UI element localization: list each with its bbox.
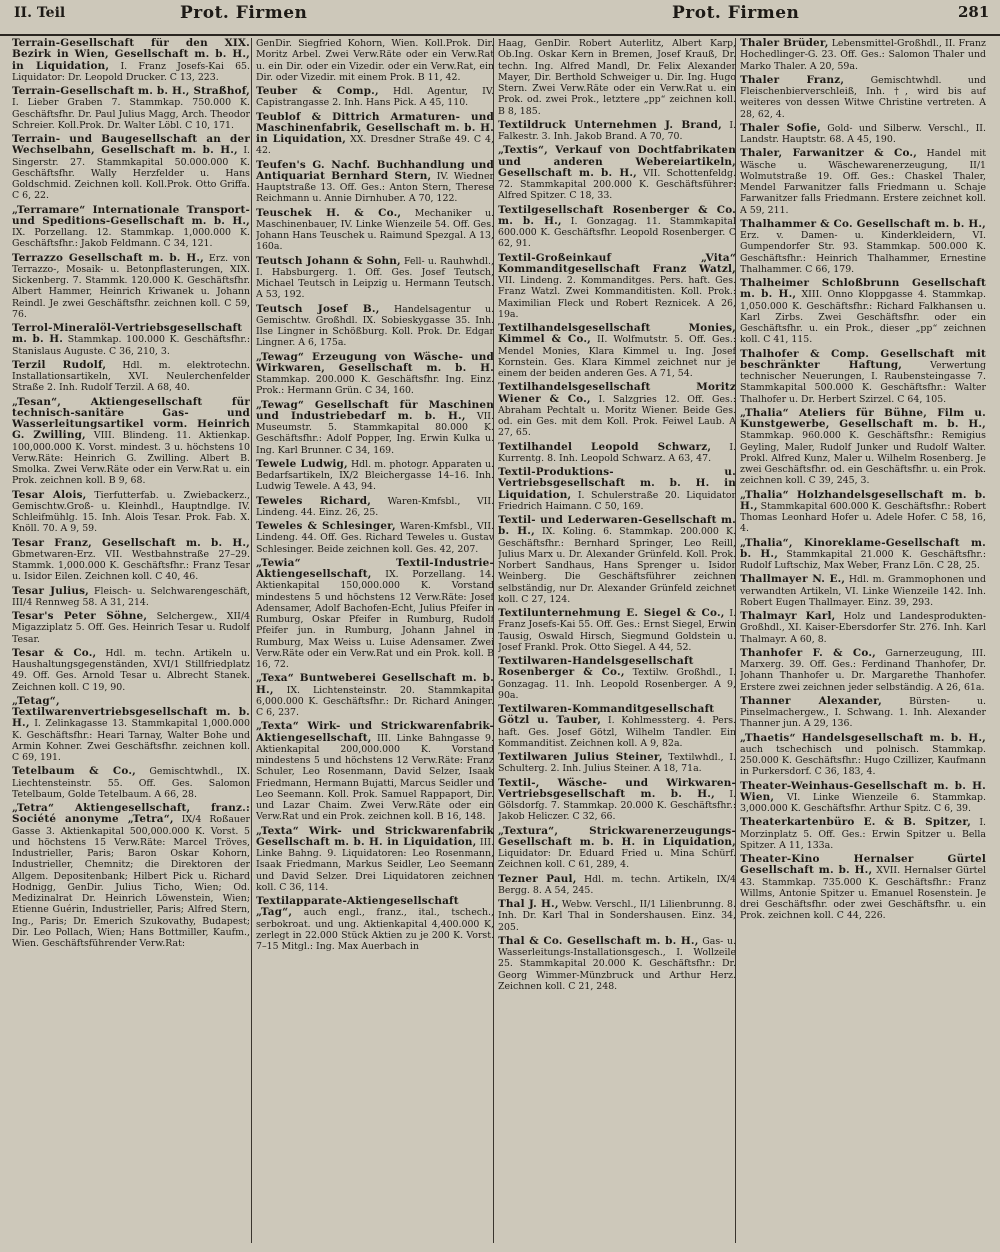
- directory-entry: [740, 648, 986, 693]
- directory-entry: [256, 208, 494, 253]
- directory-entry: [740, 817, 986, 851]
- entry-details: VII. Lindeng. 2. Kommanditges. Pers. haft. Ges. Franz Watzl. Zwei Kommanditisten. Koll. Prok.: Maximilian Fleck und Robert Reznicek. A 26, 19a.: [498, 275, 736, 320]
- firm-name: „Texta“ Wirk- und Strickwarenfabrik-Aktiengesellschaft,: [256, 720, 494, 744]
- entry-details: Gemischtwhdl. und Fleischenbierverschleiß, Inh. †, wird bis auf weiteres von dessen Witwe Christine vertreten. A 28, 62, 4.: [740, 74, 986, 120]
- section-label: II. Teil: [14, 5, 66, 21]
- directory-entry: [256, 558, 494, 671]
- entry-details: I. Morzinplatz 5. Off. Ges.: Erwin Spitzer u. Bella Spitzer. A 11, 133a.: [740, 817, 986, 851]
- entry-details: Hdl. m. Grammophonen und verwandten Artikeln, VI. Linke Wienzeile 142. Inh. Robert Eugen Thallmayer. Einz. 39, 293.: [740, 574, 986, 608]
- firm-name: Tewele Ludwig,: [256, 457, 348, 470]
- entry-details: Fleisch- u. Selchwarengeschäft, III/4 Rennweg 58. A 31, 214.: [12, 585, 250, 608]
- firm-name: „Tetag“, Textilwarenvertriebsgesellschaft m. b. H.,: [12, 694, 250, 730]
- entry-details: Handelsagentur u. Gemischtw. Großhdl. IX. Sobieskygasse 35. Inh. Ilse Lingner in Schößburg. Koll. Prok. Dr. Edgar Lingner. A 6, 175a.: [256, 303, 494, 349]
- entry-details: VI. Linke Wienzeile 6. Stammkap. 3,000.000 K. Geschäftsfhr. Arthur Spitz. C 6, 39.: [740, 791, 986, 814]
- directory-entry: [12, 323, 250, 357]
- firm-name: Thaler Brüder,: [740, 38, 829, 49]
- directory-entry: [12, 538, 250, 583]
- entry-details: I. Franz Josefs-Kai 55. Off. Ges.: Ernst Siegel, Erwin Tausig, Oswald Hirsch, Siegmund Goldstein u. Josef Frankl. Prok. Otto Siegel. A 44, 52.: [498, 608, 736, 653]
- directory-entry: [498, 704, 736, 749]
- entry-details: I. Gölsdorfg. 7. Stammkap. 20.000 K. Geschäftsfhr.: Jakob Heliczer. C 32, 66.: [498, 788, 736, 823]
- entry-details: VIII. Blindeng. 11. Aktienkap. 100,000.000 K. Vorst. mindest. 3 u. höchstens 10 Verw.Räte: Heinrich G. Zwilling. Albert B. Smolka. Zwei Verw.Räte oder ein Verw.Rat u. ein Prok. zeichnen koll. B 9, 68.: [12, 430, 250, 487]
- firm-name: „Terramare“ Internationale Transport- und Speditions-Gesellschaft m. b. H.,: [12, 203, 250, 227]
- firm-name: Terrain-Gesellschaft für den XIX. Bezirk in Wien, Gesellschaft m. b. H., in Liquidation,: [12, 38, 250, 72]
- firm-name: Thaler, Farwanitzer & Co.,: [740, 147, 918, 160]
- directory-entry: [12, 253, 250, 321]
- firm-name: „Tetra“ Aktiengesellschaft, franz.: Société anonyme „Tetra“,: [12, 802, 250, 826]
- directory-entry: [256, 304, 494, 349]
- firm-name: Theater-Weinhaus-Gesellschaft m. b. H. Wien,: [740, 779, 986, 803]
- entry-details: Fell- u. Rauhwhdl., I. Habsburgerg. 1. Off. Ges. Josef Teutsch, Michael Teutsch in Leipzig u. Hermann Teutsch. A 53, 192.: [256, 255, 494, 301]
- entry-details: I. Zelinkagasse 13. Stammkapital 1,000.000 K. Geschäftsfhr.: Heari Tarnay, Walter Bohe und Armin Kohner. Zwei Geschäftsfhr. zeichnen koll. C 69, 191.: [12, 718, 250, 763]
- firm-name: Terrain- und Baugesellschaft an der Wechselbahn, Gesellschaft m. b. H.,: [12, 133, 250, 157]
- firm-name: Thalhammer & Co. Gesellschaft m. b. H.,: [740, 217, 986, 230]
- directory-entry: [740, 490, 986, 535]
- entry-details: Gold- und Silberw. Verschl., II. Landstr. Hauptstr. 68. A 45, 190.: [740, 122, 986, 145]
- page-header: [0, 0, 1000, 36]
- directory-entry: [498, 120, 736, 143]
- entry-details: Handel mit Wäsche u. Wäschewarenerzeugung, II/1 Wolmutstraße 19. Off. Ges.: Chaskel Thaler, Mendel Farwanitzer falls Friedmann u. Schaje Farwanitzer falls Friedmann. Erstere zeichnet koll. A 59, 211.: [740, 148, 986, 216]
- entry-details: II. Wolfmutstr. 5. Off. Ges.: Mendel Monies, Klara Kimmel u. Ing. Josef Kornstein. Ges. Klara Kimmel zeichnet nur je einem der beiden anderen Ges. A 71, 54.: [498, 334, 736, 379]
- firm-name: Textil-Produktions- u. Vertriebsgesellschaft m. b. H. in Liquidation,: [498, 466, 736, 501]
- entry-details: Selchergew., XII/4 Migazziplatz 5. Off. Ges. Heinrich Tesar u. Rudolf Tesar.: [12, 611, 250, 645]
- firm-name: Thalmayr Karl,: [740, 610, 836, 622]
- entry-details: Textilw. Großhdl., I. Gonzagag. 11. Inh. Leopold Rosenberger. A 9, 90a.: [498, 667, 736, 701]
- firm-name: Tesar's Peter Söhne,: [12, 610, 148, 622]
- firm-name: Textilwaren-Kommanditgesellschaft Götzl u. Tauber,: [498, 703, 715, 727]
- directory-entry: [12, 586, 250, 609]
- directory-entry: [498, 323, 736, 379]
- entry-details: Lebensmittel-Großhdl., II. Franz Hochedlinger-G. 23. Off. Ges.: Salomon Thaler und Marko Thaler. A 20, 59a.: [740, 38, 986, 72]
- directory-entry: [498, 515, 736, 605]
- firm-name: „Textura“, Strickwarenerzeugungs-Gesellschaft m. b. H. in Liquidation,: [498, 824, 736, 848]
- firm-name: Thallmayer N. E.,: [740, 573, 846, 586]
- directory-entry: [498, 874, 736, 897]
- directory-entry: [498, 778, 736, 823]
- directory-entry: [740, 781, 986, 815]
- directory-entry: [12, 803, 250, 949]
- entry-details: XVII. Hernalser Gürtel 43. Stammkap. 735.000 K. Geschäftsfhr.: Franz Willms, Antonie Spitzer u. Emanuel Rosenstein. Je drei Geschäftsfhr. oder zwei Geschäftsfhr. u. ein Prok. zeichnen koll. C 44, 226.: [740, 865, 986, 922]
- directory-entry: [498, 442, 736, 465]
- entry-details: GenDir. Siegfried Kohorn, Wien. Koll.Prok. Dir. Moritz Arbel. Zwei Verw.Räte oder ein Verw.Rat u. ein Dir. oder ein Vizedir. oder ein Verw.Rat, ein Dir. oder Vizedir. mit einem Prok. B 11, 42.: [256, 38, 494, 83]
- firm-name: „Tesan“, Aktiengesellschaft für technisch-sanitäre Gas- und Wasserleitungsartikel vorm. Heinrich G. Zwilling,: [12, 395, 250, 442]
- firm-name: Theaterkartenbüro E. & B. Spitzer,: [740, 816, 972, 829]
- directory-entry: [256, 86, 494, 109]
- directory-entry: [256, 352, 494, 397]
- directory-entry: [498, 656, 736, 701]
- directory-entry: [256, 256, 494, 301]
- firm-name: Terrazzo Gesellschaft m. b. H.,: [12, 251, 204, 264]
- directory-entry: [498, 145, 736, 201]
- firm-name: „Tewag“ Erzeugung von Wäsche- und Wirkwaren, Gesellschaft m. b. H.: [256, 350, 494, 374]
- entry-details: Gemischtwhdl., IX. Liechtensteinstr. 55. Off. Ges. Salomon Tetelbaum, Golde Tetelbaum. A 66, 28.: [12, 766, 250, 800]
- directory-entry: [12, 490, 250, 535]
- directory-entry: [740, 278, 986, 346]
- firm-name: Theater-Kino Hernalser Gürtel Gesellschaft m. b. H.,: [740, 853, 986, 877]
- firm-name: „Texta“ Wirk- und Strickwarenfabrik Gesellschaft m. b. H. in Liquidation,: [256, 824, 494, 848]
- entry-details: IX/4 Roßauer Gasse 3. Aktienkapital 500,000.000 K. Vorst. 5 und höchstens 15 Verw.Räte: Marcel Tröves, Industrieller, Paris; Baron Oskar Kohorn, Industrieller, Chemnitz; die Direktoren der Allgem. Depositenbank; Hilbert Pick u. Richard Hodnigg, GenDir. Julius Ticho, Wien; Od. Medizinalrat Dr. Heinrich Löwenstein, Wien; Etienne Guérin, Industrieller, Paris; Alfred Stern, Ing., Paris; Dr. Emerich Szukovathy, Budapest; Dir. Leo Pollach, Wien; Hans Bottmiller, Kaufm., Wien. Geschäftsführender Verw.Rat:: [12, 814, 250, 949]
- firm-name: Textilgesellschaft Rosenberger & Co. m. b. H.,: [498, 203, 736, 227]
- firm-name: Terrain-Gesellschaft m. b. H., Straßhof,: [12, 85, 250, 97]
- page-number: 281: [958, 3, 990, 21]
- firm-name: Terzil Rudolf,: [12, 358, 107, 371]
- firm-name: Tetelbaum & Co.,: [12, 765, 136, 778]
- entry-details: Stammkapital 600.000 K. Geschäftsfhr.: Robert Thomas Leonhard Hofer u. Adele Hofer. C 58, 16, 4.: [740, 500, 986, 535]
- running-title-right: Prot. Firmen: [672, 3, 800, 23]
- directory-entry: [256, 721, 494, 822]
- directory-entry: [740, 75, 986, 120]
- entry-details: Hdl. m. elektrotechn. Installationsartikeln, XVI. Neulerchenfelder Straße 2. Inh. Rudolf Terzil. A 68, 40.: [12, 359, 250, 394]
- entry-details: XX. Dresdner Straße 49. C 4, 42.: [256, 134, 494, 157]
- directory-entry: [498, 752, 736, 775]
- firm-name: Tezner Paul,: [498, 872, 577, 885]
- entry-details: I. Kurrentg. 8. Inh. Leopold Schwarz. A 63, 47.: [498, 441, 736, 464]
- firm-name: Textil-Großeinkauf „Vita“ Kommanditgesellschaft Franz Watzl,: [498, 251, 736, 275]
- firm-name: Textilhandelsgesellschaft Monies, Kimmel & Co.,: [498, 322, 736, 346]
- directory-entry: [256, 38, 494, 83]
- entry-details: Tierfutterfab. u. Zwiebackerz., Gemischtw.Groß- u. Kleinhdl., Hauptndlge. IV. Schleifmühlg. 15. Inh. Alois Tesar. Prok. Fab. X. Knöll. 70. A 9, 59.: [12, 489, 250, 535]
- running-title-left: Prot. Firmen: [180, 3, 308, 23]
- entry-details: Webw. Verschl., II/1 Lilienbrunng. 8. Inh. Dr. Karl Thal in Sondershausen. Einz. 34, 205.: [498, 899, 736, 933]
- directory-entry: [740, 696, 986, 730]
- firm-name: Teutsch Johann & Sohn,: [256, 254, 401, 267]
- directory-entry: [12, 86, 250, 131]
- entry-details: I. Lieber Graben 7. Stammkap. 750.000 K. Geschäftsfhr. Dr. Paul Julius Magg, Arch. Theodor Schreier. Koll.Prok. Dr. Walter Löbl. C 10, 171.: [12, 97, 250, 131]
- directory-entry: [740, 408, 986, 487]
- entry-details: Haag, GenDir. Robert Auterlitz, Albert Karp, Ob.Ing. Oskar Kern in Bremen, Josef Krauß, Dr. techn. Ing. Alfred Mandl, Dr. Felix Alexander Mayer, Dir. Berthold Schweiger u. Dir. Ing. Hugo Stern. Zwei Verw.Räte oder ein Verw.Rat u. ein Prok. od. zwei Prok., letztere „pp“ zeichnen koll. B 8, 185.: [498, 38, 736, 117]
- firm-name: Thalheimer Schloßbrunn Gesellschaft m. b. H.,: [740, 277, 986, 301]
- column-2: [256, 38, 494, 1243]
- entry-details: IX. Lichtensteinstr. 20. Stammkapital 6,000.000 K. Geschäftsfhr.: Dr. Richard Aninger. C 6, 237.: [256, 684, 494, 718]
- directory-entry: [498, 826, 736, 871]
- entry-details: Holz und Landesprodukten-Großhdl., XI. Kaiser-Ebersdorfer Str. 276. Inh. Karl Thalmayr. A 60, 8.: [740, 611, 986, 645]
- directory-entry: [12, 134, 250, 202]
- directory-entry: [256, 673, 494, 718]
- firm-name: „Thaetis“ Handelsgesellschaft m. b. H.,: [740, 731, 986, 744]
- entry-details: Gbmetwaren-Erz. VII. Westbahnstraße 27–29. Stammk. 1,000.000 K. Geschäftsfhr.: Franz Tesar u. Isidor Eilen. Zeichnen koll. C 40, 46.: [12, 548, 250, 583]
- entry-details: I. Schulerstraße 20. Liquidator Friedrich Haimann. C 50, 169.: [498, 489, 736, 512]
- directory-entry: [740, 538, 986, 572]
- entry-details: Bürsten- u. Pinselmachergew., I. Schwang. 1. Inh. Alexander Thanner jun. A 29, 136.: [740, 695, 986, 730]
- firm-name: Textilhandelsgesellschaft Moritz Wiener & Co.,: [498, 381, 736, 405]
- firm-name: Thanhofer F. & Co.,: [740, 646, 876, 659]
- firm-name: Teutsch Josef B.,: [256, 302, 380, 315]
- entry-details: IX. Koling. 6. Stammkap. 200.000 K. Geschäftsfhr.: Bernhard Springer, Leo Reill, Julius Marx u. Dr. Alexander Grünfeld. Koll. Prok. Norbert Sandhaus, Hans Sprenger u. Isidor Weinberg. Die Geschäftsführer zeichnen selbständig, nur Dr. Alexander Grünfeld zeichnet koll. C 27, 124.: [498, 526, 736, 605]
- firm-name: Thal & Co. Gesellschaft m. b. H.,: [498, 934, 699, 947]
- firm-name: Teweles Richard,: [256, 494, 372, 507]
- directory-entry: [498, 608, 736, 653]
- directory-entry: [12, 38, 250, 83]
- directory-entry: [12, 397, 250, 487]
- firm-name: Teweles & Schlesinger,: [256, 520, 396, 532]
- entry-details: IX. Porzellang. 14. Aktienkapital 150,000.000 K. Vorstand mindestens 5 und höchstens 12 Verw.Räte: Josef Adensamer, Adolf Bachofen-Echt, Julius Pfeifer in Rumburg, Oskar Pfeifer in Rumburg, Rudolf Pfeifer jun. in Rumburg, Johann Jahnel in Rumburg, Max Weiss u. Luise Adensamer. Zwei Verw.Räte oder ein Verw.Rat und ein Prok. koll. B 16, 72.: [256, 569, 494, 670]
- column-divider: [251, 38, 252, 1243]
- firm-name: Thaler Franz,: [740, 73, 845, 86]
- entry-details: Gas- u. Wasserleitungs-Installationsgesch., I. Wollzeile 25. Stammkapital 20.000 K. Geschäftsfhr.: Dr. Georg Wimmer-Münzbruck und Arthur Herz. Zeichnen koll. C 21, 248.: [498, 935, 736, 992]
- entry-details: III. Linke Bahng. 9. Liquidatoren: Leo Rosenmann, Isaak Friedmann, Markus Seidler, Leo Seemann und David Selzer. Drei Liquidatoren zeichnen koll. C 36, 114.: [256, 836, 494, 893]
- firm-name: „Texa“ Buntweberei Gesellschaft m. b. H.,: [256, 672, 494, 696]
- firm-name: „Tewag“ Gesellschaft für Maschinen und Industriebedarf m. b. H.,: [256, 398, 494, 422]
- firm-name: „Textis“, Verkauf von Dochtfabrikaten und anderen Webereiartikeln, Gesellschaft m. b. H.,: [498, 144, 736, 179]
- directory-entry: [256, 826, 494, 894]
- firm-name: Thalhofer & Comp. Gesellschaft mit beschränkter Haftung,: [740, 347, 986, 371]
- entry-details: XIII. Onno Kloppgasse 4. Stammkap. 1,050.000 K. Geschäftsfhr.: Richard Falkhansen u. Karl Zirbs. Zwei Geschäftsfhr. oder ein Geschäftsfhr. u. ein Prok., dieser „pp“ zeichnen koll. C 41, 115.: [740, 289, 986, 346]
- entry-details: I. Gonzagag. 11. Stammkapital 600.000 K. Geschäftsfhr. Leopold Rosenberger. C 62, 91.: [498, 215, 736, 250]
- firm-name: Terrol-Mineralöl-Vertriebsgesellschaft m. b. H.: [12, 322, 243, 346]
- entry-details: III. Linke Bahngasse 9. Aktienkapital 200,000.000 K. Vorstand mindestens 5 und höchstens 12 Verw.Räte: Franz Schuler, Leo Rosenmann, David Selzer, Isaak Friedmann, Hermann Bujatti, Marcus Seidler und Leo Seemann. Koll. Prok. Samuel Rappaport, Dir. und Lazar Chaim. Zwei Verw.Räte oder ein Verw.Rat und ein Prok. zeichnen koll. B 16, 148.: [256, 732, 494, 823]
- entry-details: VII. Museumstr. 5. Stammkapital 80.000 K. Geschäftsfhr.: Adolf Popper, Ing. Erwin Kulka u. Ing. Karl Brunner. C 34, 169.: [256, 410, 494, 456]
- entry-details: I. Salzgries 12. Off. Ges.: Abraham Pechtalt u. Moritz Wiener. Beide Ges. od. ein Ges. mit dem Koll. Prok. Feiwel Laub. A 27, 65.: [498, 393, 736, 439]
- directory-entry: [498, 253, 736, 321]
- column-3: [498, 38, 736, 1243]
- firm-name: Teuschek H. & Co.,: [256, 206, 402, 219]
- entry-details: auch tschechisch und polnisch. Stammkap. 250.000 K. Geschäftsfhr.: Hugo Czillizer, Kaufmann in Purkersdorf. C 36, 183, 4.: [740, 743, 986, 778]
- directory-entry: [256, 459, 494, 493]
- directory-entry: [740, 123, 986, 146]
- firm-name: „Thalia“, Kinoreklame-Gesellschaft m. b. H.,: [740, 536, 986, 560]
- entry-details: Mechaniker u. Maschinenbauer, IV. Linke Wienzeile 54. Off. Ges. Johann Hans Teuschek u. Raimund Spezgal. A 13, 160a.: [256, 207, 494, 253]
- firm-name: Textil- und Lederwaren-Gesellschaft m. b. H.,: [498, 514, 736, 538]
- entry-details: Liquidator: Dr. Eduard Fried u. Mina Schürf. Zeichnen koll. C 61, 289, 4.: [498, 848, 736, 871]
- directory-entry: [256, 112, 494, 157]
- entry-details: Waren-Kmfsbl., VII. Lindeng. 44. Off. Ges. Richard Teweles u. Gustav Schlesinger. Beide zeichnen koll. Ges. 42, 207.: [256, 521, 494, 555]
- entry-details: Hdl. m. techn. Artikeln, IX/4 Bergg. 8. A 54, 245.: [498, 873, 736, 896]
- firm-name: Tesar Alois,: [12, 488, 87, 501]
- directory-entry: [12, 611, 250, 645]
- firm-name: Tesar & Co.,: [12, 646, 97, 659]
- firm-name: Textilapparate-Aktiengesellschaft „Tag“,: [256, 895, 459, 919]
- directory-entry: [256, 521, 494, 555]
- entry-details: VII. Schottenfeldg. 72. Stammkapital 200.000 K. Geschäftsführer: Alfred Spitzer. C 18, 33.: [498, 167, 736, 202]
- entry-details: Hdl. m. techn. Artikeln u. Haushaltungsgegenständen, XVI/1 Stillfriedplatz 49. Off. Ges. Arnold Tesar u. Albrecht Stanek. Zeichnen koll. C 19, 90.: [12, 647, 250, 693]
- directory-entry: [498, 899, 736, 933]
- directory-entry: [256, 496, 494, 519]
- directory-entry: [740, 854, 986, 922]
- firm-name: Teuber & Comp.,: [256, 85, 379, 97]
- directory-entry: [498, 467, 736, 512]
- directory-entry: [740, 574, 986, 608]
- entry-details: IV. Wiedner Hauptstraße 13. Off. Ges.: Anton Stern, Therese Reichmann u. Annie Dirnhuber. A 70, 122.: [256, 170, 494, 205]
- firm-name: Teufen's G. Nachf. Buchhandlung und Antiquariat Bernhard Stern,: [256, 158, 494, 182]
- directory-entry: [12, 766, 250, 800]
- directory-entry: [498, 205, 736, 250]
- firm-name: Thal J. H.,: [498, 898, 559, 910]
- entry-details: Stammkap. 200.000 K. Geschäftsfhr. Ing. Einz. Prok.: Hermann Grün. C 34, 160.: [256, 374, 494, 397]
- entry-details: Hdl. Agentur, IV. Capistrangasse 2. Inh. Hans Pick. A 45, 110.: [256, 86, 494, 109]
- directory-entry: [740, 611, 986, 645]
- entry-details: I. Kohlmessterg. 4. Pers. haft. Ges. Josef Götzl, Wilhelm Tandler. Ein Kommanditist. Zeichnen koll. A 9, 82a.: [498, 715, 736, 749]
- firm-name: Thanner Alexander,: [740, 694, 882, 707]
- firm-name: Textilhandel Leopold Schwarz,: [498, 440, 712, 453]
- directory-entry: [12, 205, 250, 250]
- entry-details: auch engl., franz., ital., tschech., serbokroat. und ung. Aktienkapital 4,400.000 K, zerlegt in 22.000 Stück Aktien zu je 200 K. Vorst. 7–15 Mitgl.: Ing. Max Auerbach in: [256, 907, 494, 952]
- entry-details: IX. Porzellang. 12. Stammkap. 1,000.000 K. Geschäftsfhr.: Jakob Feldmann. C 34, 121.: [12, 227, 250, 250]
- entry-details: Stammkapital 21.000 K. Geschäftsfhr.: Rudolf Luftschiz, Max Weber, Franz Lön. C 28, 25.: [740, 548, 986, 571]
- directory-entry: [256, 400, 494, 456]
- entry-details: Verwertung technischer Neuerungen, I. Raubensteingasse 7. Stammkapital 500.000 K. Geschäftsfhr.: Walter Thalhofer u. Dr. Herbert Szirzel. C 64, 105.: [740, 359, 986, 405]
- directory-entry: [12, 648, 250, 693]
- directory-entry: [498, 936, 736, 992]
- column-4: [740, 38, 986, 1243]
- firm-name: Teublof & Dittrich Armaturen- und Maschinenfabrik, Gesellschaft m. b. H. in Liquidation,: [256, 110, 494, 145]
- firm-name: Textilunternehmung E. Siegel & Co.,: [498, 607, 725, 619]
- firm-name: „Thalia“ Holzhandelsgesellschaft m. b. H.,: [740, 488, 986, 512]
- entry-details: Waren-Kmfsbl., VII. Lindeng. 44. Einz. 26, 25.: [256, 495, 494, 518]
- firm-name: Textilwaren Julius Steiner,: [498, 751, 663, 763]
- entry-details: Stammkap. 100.000 K. Geschäftsfhr.: Stanislaus Auguste. C 36, 210, 3.: [12, 334, 250, 357]
- firm-name: Textilwaren-Handelsgesellschaft Rosenberger & Co.,: [498, 655, 694, 679]
- entry-details: Stammkap. 960.000 K. Geschäftsfhr.: Remigius Geyling, Maler, Rudolf Junker und Rudolf Walter. Prokl. Alfred Kunz, Maler u. Wilhelm Rosenberg. Je zwei Geschäftsfhr. od. ein Geschäftsfhr. u. ein Prok. zeichnen koll. C 39, 245, 3.: [740, 430, 986, 487]
- directory-entry: [740, 148, 986, 216]
- directory-entry: [12, 360, 250, 394]
- directory-entry: [256, 160, 494, 205]
- firm-name: Tesar Franz, Gesellschaft m. b. H.,: [12, 536, 250, 549]
- firm-name: Tesar Julius,: [12, 584, 89, 597]
- directory-entry: [12, 696, 250, 764]
- firm-name: Textil-, Wäsche- und Wirkwaren-Vertriebsgesellschaft m. b. H.,: [498, 776, 736, 800]
- directory-entry: [498, 382, 736, 438]
- directory-entry: [740, 38, 986, 72]
- entry-details: I. Falkestr. 3. Inh. Jakob Brand. A 70, 70.: [498, 119, 736, 142]
- column-1: [12, 38, 250, 1243]
- entry-details: I. Singerstr. 27. Stammkapital 50.000.000 K. Geschäftsfhr. Wally Herzfelder u. Hans Goldschmid. Zeichnen koll. Koll.Prok. Otto Griffa. C 6, 22.: [12, 145, 250, 202]
- directory-entry: [498, 38, 736, 117]
- directory-entry: [740, 733, 986, 778]
- entry-details: Garnerzeugung, III. Marxerg. 39. Off. Ges.: Ferdinand Thanhofer, Dr. Johann Thanhofer u. Dr. Margarethe Thanhofer. Erstere zwei zeichnen jeder selbständig. A 26, 61a.: [740, 647, 986, 693]
- entry-details: Erz. von Terrazzo-, Mosaik- u. Betonpflasterungen, XIX. Sickenberg. 7. Stammk. 120.000 K. Geschäftsfhr. Albert Hammer, Heinrich Kriwanek u. Johann Reindl. Je zwei Geschäftsfhr. zeichnen koll. C 59, 76.: [12, 252, 250, 320]
- directory-entry: [740, 219, 986, 275]
- entry-details: I. Franz Josefs-Kai 65. Liquidator: Dr. Leopold Drucker. C 13, 223.: [12, 60, 250, 83]
- entry-details: Textilwhdl., I. Schulterg. 2. Inh. Julius Steiner. A 18, 71a.: [498, 752, 736, 775]
- entry-details: Erz. v. Damen- u. Kinderkleidern, VI. Gumpendorfer Str. 93. Stammkap. 500.000 K. Geschäftsfhr.: Heinrich Thalhammer, Ernestine Thalhammer. C 66, 179.: [740, 230, 986, 275]
- firm-name: „Thalia“ Ateliers für Bühne, Film u. Kunstgewerbe, Gesellschaft m. b. H.,: [740, 406, 986, 430]
- firm-name: Thaler Sofie,: [740, 121, 821, 134]
- firm-name: „Tewia“ Textil-Industrie-Aktiengesellschaft,: [256, 556, 494, 580]
- entry-details: Hdl. m. photogr. Apparaten u. Bedarfsartikeln, IX/2 Bleichergasse 14–16. Inh. Ludwig Tewele. A 43, 94.: [256, 458, 494, 493]
- directory-entry: [740, 349, 986, 405]
- directory-entry: [256, 896, 494, 952]
- firm-name: Textildruck Unternehmen J. Brand,: [498, 118, 722, 131]
